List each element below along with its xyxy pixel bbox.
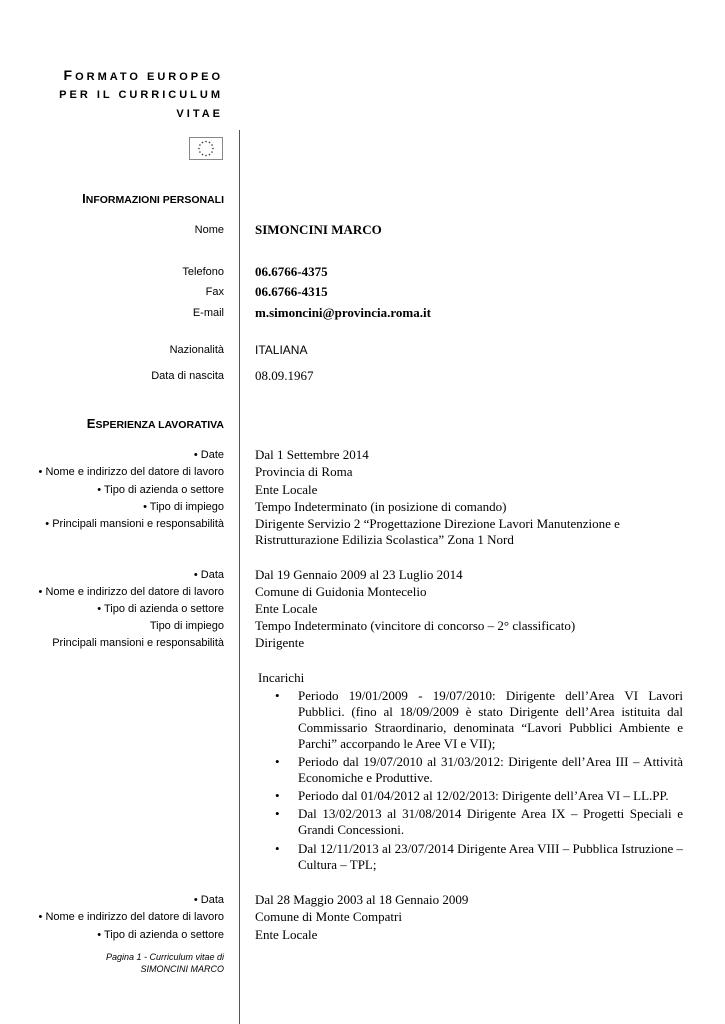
incarico-item: • Dal 13/02/2013 al 31/08/2014 Dirigente Area IX – Progetti Speciali e Grandi Concessioni. (275, 806, 683, 837)
value-nazionalita: ITALIANA (255, 343, 308, 357)
job1-label-employer: • Nome e indirizzo del datore di lavoro (38, 466, 224, 478)
value-fax: 06.6766-4315 (255, 284, 328, 299)
label-telefono: Telefono (182, 266, 224, 278)
job1-label-employment: • Tipo di impiego (143, 501, 224, 513)
bullet-icon: • (275, 788, 280, 803)
job3-label-date: • Data (193, 894, 224, 906)
job1-value-duties: Dirigente Servizio 2 “Progettazione Direzione Lavori Manutenzione e Ristrutturazione Edilizia Scolastica” Zona 1 Nord (255, 516, 620, 547)
section-heading-experience: ESPERIENZA LAVORATIVA (86, 416, 224, 431)
job2-label-employer: • Nome e indirizzo del datore di lavoro (38, 586, 224, 598)
job1-label-duties: • Principali mansioni e responsabilità (45, 518, 224, 530)
job2-value-date: Dal 19 Gennaio 2009 al 23 Luglio 2014 (255, 567, 463, 582)
eu-star (209, 154, 211, 156)
incarico-item: • Periodo dal 01/04/2012 al 12/02/2013: Dirigente dell’Area VI – LL.PP. (275, 788, 669, 803)
job2-value-duties: Dirigente (255, 635, 305, 650)
job1-label-date: • Date (193, 449, 224, 461)
job2-label-date: • Data (193, 569, 224, 581)
column-divider (239, 130, 240, 1024)
job3-value-sector: Ente Locale (255, 927, 318, 942)
bullet-icon: • (275, 688, 280, 703)
job3-value-date: Dal 28 Maggio 2003 al 18 Gennaio 2009 (255, 892, 469, 907)
eu-star (198, 148, 200, 150)
eu-flag-icon (189, 137, 223, 160)
label-fax: Fax (205, 286, 224, 298)
job2-value-employment: Tempo Indeterminato (vincitore di concorso – 2° classificato) (255, 618, 576, 633)
bullet-icon: • (275, 841, 280, 856)
cv-title-line-3: VITAE (176, 108, 223, 120)
incarico-item: • Dal 12/11/2013 al 23/07/2014 Dirigente Area VIII – Pubblica Istruzione – Cultura – TPL; (275, 841, 683, 872)
eu-star (199, 151, 201, 153)
value-data-nascita: 08.09.1967 (255, 368, 314, 383)
value-nome: SIMONCINI MARCO (255, 222, 382, 237)
eu-star (202, 154, 204, 156)
value-email: m.simoncini@provincia.roma.it (255, 305, 431, 320)
job1-label-sector: • Tipo di azienda o settore (97, 484, 224, 496)
job2-label-employment: Tipo di impiego (149, 620, 224, 632)
job2-value-sector: Ente Locale (255, 601, 318, 616)
job3-label-sector: • Tipo di azienda o settore (97, 929, 224, 941)
section-heading-personal: INFORMAZIONI PERSONALI (82, 191, 224, 206)
eu-star (202, 142, 204, 144)
bullet-icon: • (275, 806, 280, 821)
incarico-item: • Periodo 19/01/2009 - 19/07/2010: Dirigente dell’Area VI Lavori Pubblici. (fino al 18/09/2009 è stato Dirigente dell’Area istituita dal Commissario Straordinario, denominata “Lavori Pubblici Ambiente e Parchi” accorpando le Aree VI e VII); (275, 688, 683, 751)
eu-star (211, 151, 213, 153)
eu-star (211, 144, 213, 146)
eu-star (212, 148, 214, 150)
job1-value-employment: Tempo Indeterminato (in posizione di comando) (255, 499, 507, 514)
incarico-item: • Periodo dal 19/07/2010 al 31/03/2012: Dirigente dell’Area III – Attività Economiche e Produttive. (275, 754, 683, 785)
footer-name-line: SIMONCINI MARCO (140, 964, 224, 974)
label-nome: Nome (194, 224, 224, 236)
job2-value-employer: Comune di Guidonia Montecelio (255, 584, 427, 599)
incarichi-title: Incarichi (258, 670, 305, 685)
eu-star (199, 144, 201, 146)
cv-title-line-1: FORMATO EUROPEO (63, 67, 223, 83)
bullet-icon: • (275, 754, 280, 769)
label-data-nascita: Data di nascita (151, 370, 224, 382)
job2-label-sector: • Tipo di azienda o settore (97, 603, 224, 615)
eu-star (205, 141, 207, 143)
cv-title-line-2: PER IL CURRICULUM (59, 89, 223, 101)
label-email: E-mail (192, 307, 224, 319)
label-nazionalita: Nazionalità (169, 344, 224, 356)
job1-value-date: Dal 1 Settembre 2014 (255, 447, 369, 462)
eu-star (205, 155, 207, 157)
job1-value-sector: Ente Locale (255, 482, 318, 497)
value-telefono: 06.6766-4375 (255, 264, 328, 279)
job3-value-employer: Comune di Monte Compatri (255, 909, 402, 924)
footer-page-line: Pagina 1 - Curriculum vitae di (105, 952, 224, 962)
eu-star (209, 142, 211, 144)
job1-value-employer: Provincia di Roma (255, 464, 353, 479)
job2-label-duties: Principali mansioni e responsabilità (52, 637, 224, 649)
job3-label-employer: • Nome e indirizzo del datore di lavoro (38, 911, 224, 923)
